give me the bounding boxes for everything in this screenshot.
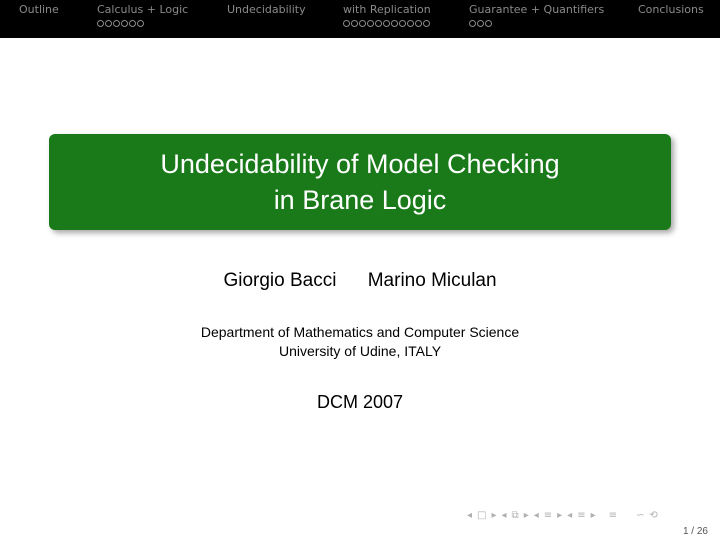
nav-section-calculus-logic[interactable]: Calculus + Logic: [97, 3, 189, 16]
subsection-prev-icon[interactable]: ◂: [533, 509, 539, 521]
slide-icon[interactable]: □: [477, 509, 487, 521]
subsection-dot[interactable]: [343, 20, 350, 27]
search-icon[interactable]: ⟲: [649, 509, 658, 521]
slide-prev-icon[interactable]: ◂: [467, 509, 473, 521]
subsection-dot[interactable]: [375, 20, 382, 27]
subsection-dot[interactable]: [485, 20, 492, 27]
subsection-dot[interactable]: [359, 20, 366, 27]
section-prev-icon[interactable]: ◂: [567, 509, 573, 521]
frame-icon[interactable]: ⧉: [511, 509, 519, 521]
nav-section-undecidability[interactable]: Undecidability: [227, 3, 306, 16]
affiliation-university: University of Udine, ITALY: [278, 343, 442, 359]
beamer-navigation: [467, 508, 663, 522]
section-navbar: [0, 0, 720, 38]
subsection-dot[interactable]: [423, 20, 430, 27]
nav-section-outline[interactable]: Outline: [19, 3, 59, 16]
subsection-dot[interactable]: [367, 20, 374, 27]
nav-dots-with-replication: [343, 20, 430, 28]
align-icon[interactable]: ≡: [608, 509, 618, 521]
subsection-icon[interactable]: ≡: [543, 509, 553, 521]
subsection-dot[interactable]: [351, 20, 358, 27]
subsection-dot[interactable]: [469, 20, 476, 27]
section-icon[interactable]: ≡: [577, 509, 586, 521]
page-number: 1 / 26: [682, 526, 708, 537]
subsection-dot[interactable]: [407, 20, 414, 27]
nav-section-with-replication[interactable]: with Replication: [343, 3, 431, 16]
title-line-2: in Brane Logic: [273, 185, 447, 215]
event-date: DCM 2007: [316, 392, 404, 412]
frame-next-icon[interactable]: ▸: [523, 509, 529, 521]
subsection-dot[interactable]: [121, 20, 128, 27]
subsection-dot[interactable]: [477, 20, 484, 27]
subsection-dot[interactable]: [137, 20, 144, 27]
subsection-dot[interactable]: [399, 20, 406, 27]
nav-dots-calculus-logic: [97, 20, 144, 28]
subsection-next-icon[interactable]: ▸: [557, 509, 563, 521]
subsection-dot[interactable]: [113, 20, 120, 27]
slide-next-icon[interactable]: ▸: [491, 509, 497, 521]
subsection-dot[interactable]: [129, 20, 136, 27]
title-block: [49, 134, 671, 230]
nav-section-conclusions[interactable]: Conclusions: [638, 3, 704, 16]
subsection-dot[interactable]: [391, 20, 398, 27]
nav-section-guarantee-quantifiers[interactable]: Guarantee + Quantifiers: [469, 3, 605, 16]
subsection-dot[interactable]: [383, 20, 390, 27]
subsection-dot[interactable]: [97, 20, 104, 27]
author-name: Marino Miculan: [367, 270, 497, 291]
title-line-1: Undecidability of Model Checking: [160, 149, 560, 179]
subsection-dot[interactable]: [415, 20, 422, 27]
affiliation-department: Department of Mathematics and Computer Science: [200, 324, 520, 340]
frame-prev-icon[interactable]: ◂: [501, 509, 507, 521]
nav-dots-guarantee-quantifiers: [469, 20, 492, 28]
author-name: Giorgio Bacci: [223, 270, 337, 291]
section-next-icon[interactable]: ▸: [590, 509, 596, 521]
authors: [0, 270, 720, 292]
search-icon[interactable]: ∽: [636, 509, 645, 521]
subsection-dot[interactable]: [105, 20, 112, 27]
